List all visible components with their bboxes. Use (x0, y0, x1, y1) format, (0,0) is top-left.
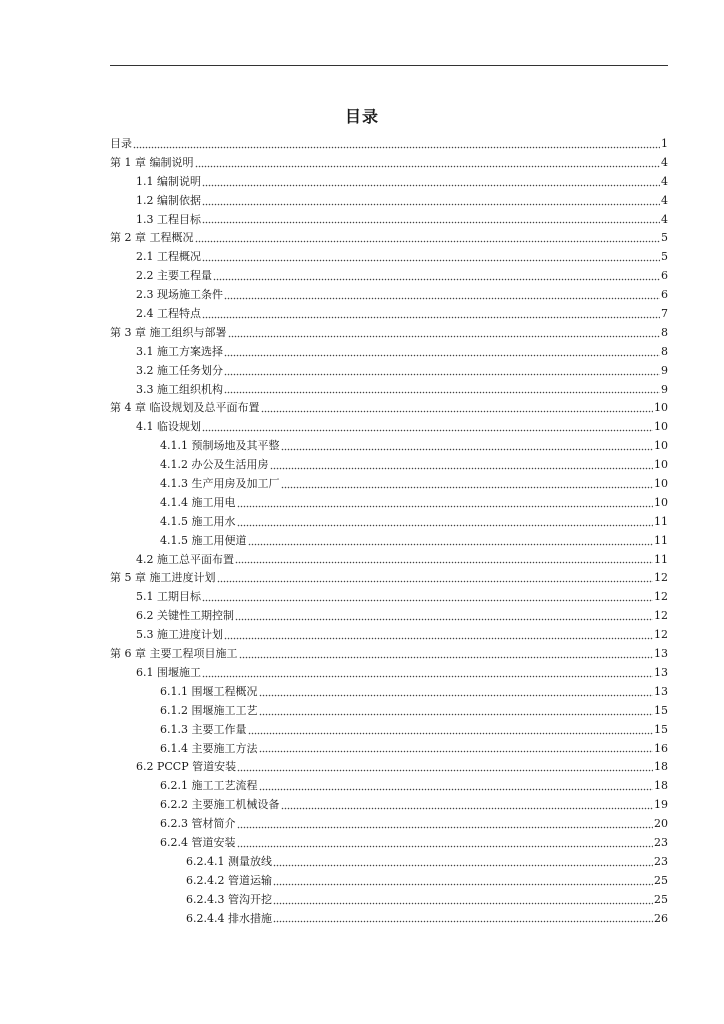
toc-entry-page: 8 (661, 344, 668, 358)
toc-entry[interactable] (110, 418, 668, 437)
page-title: 目录 (344, 107, 379, 126)
toc-entry[interactable] (110, 626, 668, 645)
toc-entry-page: 9 (661, 382, 668, 396)
toc-entry[interactable] (110, 834, 668, 853)
toc-entry-label: 6.2 关键性工期控制 (136, 609, 234, 623)
toc-entry[interactable] (110, 532, 668, 551)
toc-entry[interactable] (110, 607, 668, 626)
toc-entry[interactable] (110, 664, 668, 683)
toc-entry-label: 6.1.2 围堰施工工艺 (160, 703, 258, 717)
toc-entry-page: 13 (654, 647, 668, 661)
toc-entry-page: 6 (661, 288, 668, 302)
toc-entry-label: 6.2.4.3 管沟开挖 (186, 892, 272, 906)
toc-leader-dots (228, 334, 661, 339)
toc-entry[interactable] (110, 872, 668, 891)
toc-leader-dots (202, 202, 660, 207)
toc-entry-page: 25 (654, 892, 668, 906)
toc-entry-page: 4 (661, 212, 668, 226)
toc-entry-page: 25 (654, 873, 668, 887)
toc-entry[interactable] (110, 456, 668, 475)
toc-entry[interactable] (110, 551, 668, 570)
toc-entry-label: 第 1 章 编制说明 (110, 155, 194, 169)
toc-leader-dots (259, 787, 654, 792)
toc-entry-page: 10 (654, 439, 668, 453)
toc-leader-dots (259, 749, 654, 754)
toc-leader-dots (202, 183, 660, 188)
toc-entry-page: 11 (654, 552, 668, 566)
toc-entry[interactable] (110, 513, 668, 532)
toc-leader-dots (237, 768, 653, 773)
toc-entry-page: 15 (654, 703, 668, 717)
toc-entry-page: 8 (661, 325, 668, 339)
toc-entry-page: 7 (661, 307, 668, 321)
toc-entry-label: 6.2 PCCP 管道安装 (136, 760, 237, 774)
toc-entry-label: 目录 (110, 137, 132, 150)
toc-entry[interactable] (110, 891, 668, 910)
toc-entry-label: 2.2 主要工程量 (136, 269, 212, 283)
toc-entry-page: 16 (654, 741, 668, 755)
toc-entry[interactable] (110, 381, 668, 400)
toc-leader-dots (224, 636, 653, 641)
toc-entry-page: 10 (654, 495, 668, 509)
toc-leader-dots (224, 353, 660, 358)
toc-leader-dots (259, 712, 654, 717)
toc-entry-label: 4.1 临设规划 (136, 420, 201, 434)
toc-leader-dots (239, 655, 654, 660)
toc-entry[interactable] (110, 853, 668, 872)
toc-leader-dots (237, 504, 654, 509)
toc-entry[interactable] (110, 683, 668, 702)
toc-entry[interactable] (110, 135, 668, 154)
toc-entry[interactable] (110, 588, 668, 607)
toc-entry[interactable] (110, 211, 668, 230)
toc-leader-dots (202, 315, 660, 320)
toc-leader-dots (281, 447, 654, 452)
toc-entry-page: 1 (661, 137, 668, 150)
toc-entry-page: 12 (654, 590, 668, 604)
toc-entry-label: 第 6 章 主要工程项目施工 (110, 647, 238, 661)
toc-leader-dots (202, 258, 660, 263)
toc-entry-page: 15 (654, 722, 668, 736)
toc-leader-dots (273, 901, 653, 906)
toc-entry-page: 10 (654, 401, 668, 415)
toc-entry[interactable] (110, 702, 668, 721)
toc-entry-label: 2.4 工程特点 (136, 307, 201, 321)
toc-entry-label: 6.1.3 主要工作量 (160, 722, 247, 736)
toc-entry-label: 6.1 围堰施工 (136, 665, 201, 679)
toc-leader-dots (237, 523, 654, 528)
toc-entry-page: 10 (654, 420, 668, 434)
toc-entry[interactable] (110, 721, 668, 740)
toc-entry-label: 3.3 施工组织机构 (136, 382, 223, 396)
toc-entry-label: 4.1.3 生产用房及加工厂 (160, 477, 280, 491)
toc-entry-label: 1.3 工程目标 (136, 212, 201, 226)
toc-entry-label: 5.1 工期目标 (136, 590, 201, 604)
toc-leader-dots (248, 542, 654, 547)
toc-entry[interactable] (110, 475, 668, 494)
toc-entry[interactable] (110, 796, 668, 815)
toc-entry[interactable] (110, 437, 668, 456)
toc-entry[interactable] (110, 192, 668, 211)
toc-leader-dots (235, 560, 653, 565)
toc-entry-label: 6.2.2 主要施工机械设备 (160, 798, 280, 812)
toc-entry-page: 4 (661, 193, 668, 207)
toc-leader-dots (195, 239, 661, 244)
toc-leader-dots (224, 390, 660, 395)
toc-entry-label: 6.1.4 主要施工方法 (160, 741, 258, 755)
toc-leader-dots (235, 617, 653, 622)
toc-entry-page: 10 (654, 458, 668, 472)
toc-entry-page: 18 (654, 779, 668, 793)
toc-entry[interactable] (110, 777, 668, 796)
toc-entry-page: 13 (654, 684, 668, 698)
toc-leader-dots (224, 296, 660, 301)
toc-entry-page: 6 (661, 269, 668, 283)
toc-entry[interactable] (110, 324, 668, 343)
toc-leader-dots (261, 409, 654, 414)
toc-entry[interactable] (110, 399, 668, 418)
toc-entry-page: 13 (654, 665, 668, 679)
toc-leader-dots (202, 598, 653, 603)
toc-entry-label: 6.1.1 围堰工程概况 (160, 684, 258, 698)
toc-leader-dots (213, 277, 660, 282)
toc-entry-page: 26 (654, 911, 668, 925)
toc-entry-page: 11 (654, 533, 668, 547)
toc-entry-label: 1.2 编制依据 (136, 193, 201, 207)
toc-entry[interactable] (110, 815, 668, 834)
toc-leader-dots (195, 164, 661, 169)
toc-entry-label: 3.1 施工方案选择 (136, 344, 223, 358)
toc-entry-page: 5 (661, 250, 668, 264)
toc-entry[interactable] (110, 494, 668, 513)
toc-entry[interactable] (110, 910, 668, 929)
toc-entry-label: 4.1.2 办公及生活用房 (160, 458, 269, 472)
toc-leader-dots (202, 220, 660, 225)
toc-entry[interactable] (110, 758, 668, 777)
toc-leader-dots (202, 674, 653, 679)
toc-entry-page: 4 (661, 155, 668, 169)
toc-entry-label: 第 2 章 工程概况 (110, 231, 194, 245)
toc-entry-label: 3.2 施工任务划分 (136, 363, 223, 377)
toc-entry-page: 23 (654, 854, 668, 868)
toc-leader-dots (259, 693, 654, 698)
toc-entry-page: 12 (654, 609, 668, 623)
toc-entry-page: 11 (654, 514, 668, 528)
toc-entry[interactable] (110, 362, 668, 381)
toc-entry[interactable] (110, 154, 668, 173)
toc-entry-label: 6.2.3 管材简介 (160, 817, 236, 831)
toc-leader-dots (202, 428, 653, 433)
toc-entry-page: 20 (654, 817, 668, 831)
toc-leader-dots (281, 485, 654, 490)
toc-entry-page: 23 (654, 835, 668, 849)
toc-entry-label: 6.2.4.4 排水措施 (186, 911, 272, 925)
toc-entry-label: 4.1.1 预制场地及其平整 (160, 439, 280, 453)
toc-leader-dots (237, 825, 654, 830)
toc-leader-dots (273, 919, 653, 924)
toc-entry-label: 6.2.4.2 管道运输 (186, 873, 272, 887)
toc-entry[interactable] (110, 645, 668, 664)
toc-entry-label: 1.1 编制说明 (136, 174, 201, 188)
toc-leader-dots (217, 579, 654, 584)
toc-leader-dots (237, 844, 654, 849)
table-of-contents (110, 135, 668, 928)
toc-leader-dots (133, 145, 660, 150)
toc-entry-page: 4 (661, 174, 668, 188)
toc-entry[interactable] (110, 248, 668, 267)
toc-entry-page: 12 (654, 571, 668, 585)
toc-entry-label: 第 3 章 施工组织与部署 (110, 325, 227, 339)
toc-entry-label: 2.1 工程概况 (136, 250, 201, 264)
toc-entry-page: 19 (654, 798, 668, 812)
toc-entry[interactable] (110, 267, 668, 286)
toc-leader-dots (273, 863, 653, 868)
toc-entry[interactable] (110, 286, 668, 305)
toc-entry-label: 6.2.4 管道安装 (160, 835, 236, 849)
toc-entry-label: 第 4 章 临设规划及总平面布置 (110, 401, 260, 415)
toc-entry-label: 2.3 现场施工条件 (136, 288, 223, 302)
toc-entry-label: 6.2.4.1 测量放线 (186, 854, 272, 868)
toc-entry-label: 5.3 施工进度计划 (136, 628, 223, 642)
toc-leader-dots (281, 806, 654, 811)
toc-entry-label: 4.1.5 施工用水 (160, 514, 236, 528)
toc-entry[interactable] (110, 569, 668, 588)
toc-leader-dots (273, 882, 653, 887)
toc-leader-dots (224, 372, 660, 377)
header-rule (110, 65, 668, 66)
toc-entry-page: 10 (654, 477, 668, 491)
toc-entry-label: 6.2.1 施工工艺流程 (160, 779, 258, 793)
toc-entry[interactable] (110, 740, 668, 759)
toc-entry-label: 4.2 施工总平面布置 (136, 552, 234, 566)
toc-entry-label: 第 5 章 施工进度计划 (110, 571, 216, 585)
toc-entry-page: 5 (661, 231, 668, 245)
toc-entry[interactable] (110, 229, 668, 248)
toc-entry[interactable] (110, 305, 668, 324)
toc-entry[interactable] (110, 343, 668, 362)
toc-entry-page: 18 (654, 760, 668, 774)
toc-entry-page: 9 (661, 363, 668, 377)
toc-entry-page: 12 (654, 628, 668, 642)
toc-leader-dots (248, 731, 654, 736)
toc-entry-label: 4.1.5 施工用便道 (160, 533, 247, 547)
toc-entry[interactable] (110, 173, 668, 192)
toc-entry-label: 4.1.4 施工用电 (160, 495, 236, 509)
toc-leader-dots (270, 466, 654, 471)
